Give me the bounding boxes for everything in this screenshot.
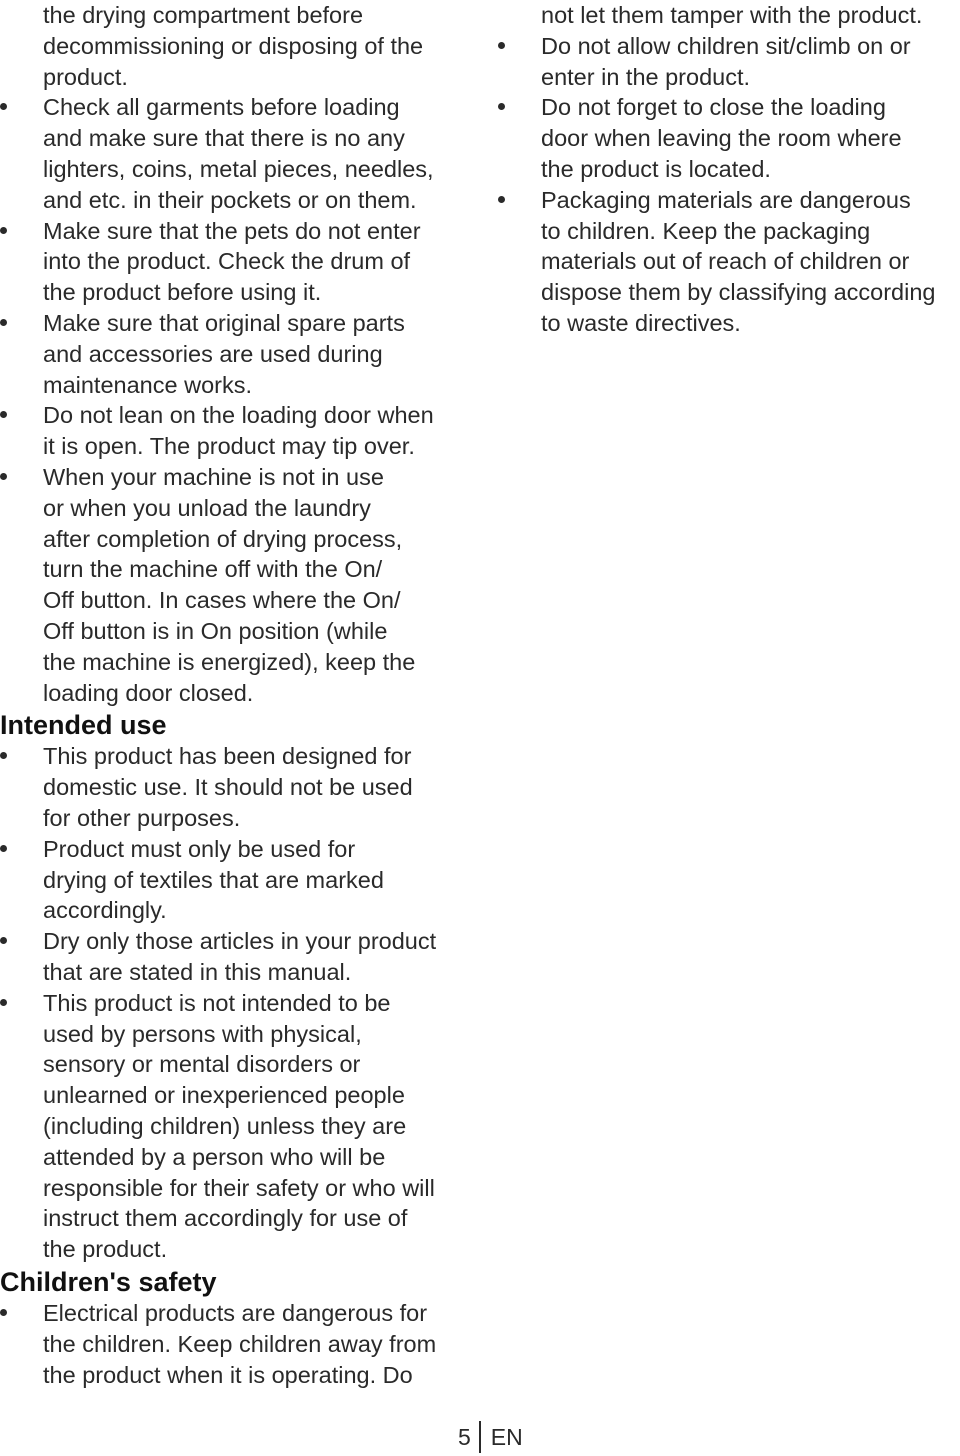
- text-line: Off button is in On position (while: [43, 618, 388, 644]
- bullet-icon: [498, 42, 505, 49]
- text-line: This product is not intended to be: [43, 989, 391, 1016]
- text-line: the product when it is operating. Do: [43, 1361, 413, 1388]
- text-line: drying of textiles that are marked: [43, 866, 384, 893]
- text-line: Packaging materials are dangerous: [541, 186, 911, 213]
- text-line: the children. Keep children away from: [43, 1330, 437, 1357]
- text-line: instruct them accordingly for use of: [43, 1205, 408, 1232]
- text-line: Make sure that the pets do not enter: [43, 217, 421, 244]
- bullet-icon: [498, 196, 505, 203]
- text-line: product.: [43, 63, 128, 90]
- text-line: Off button. In cases where the On/: [43, 587, 401, 614]
- text-line: When your machine is not in use: [43, 464, 384, 490]
- text-line: to children. Keep the packaging: [541, 217, 871, 244]
- bullet-icon: [0, 752, 7, 759]
- text-line: and accessories are used during: [43, 340, 383, 367]
- text-line: Make sure that original spare parts: [43, 310, 405, 336]
- bullet-icon: [0, 473, 7, 480]
- bullet-icon: [0, 319, 7, 326]
- section-heading-intended-use: Intended use: [0, 710, 167, 741]
- text-line: sensory or mental disorders or: [43, 1051, 361, 1078]
- text-line: and etc. in their pockets or on them.: [43, 186, 417, 213]
- text-line: that are stated in this manual.: [43, 959, 352, 985]
- text-line: the product is located.: [541, 156, 771, 182]
- text-line: into the product. Check the drum of: [43, 248, 411, 275]
- bullet-icon: [0, 937, 7, 944]
- text-line: Do not forget to close the loading: [541, 94, 886, 121]
- text-line: the drying compartment before: [43, 2, 364, 28]
- text-line: Do not allow children sit/climb on or: [541, 32, 911, 59]
- bullet-icon: [0, 1309, 7, 1316]
- text-line: attended by a person who will be: [43, 1143, 386, 1170]
- text-line: used by persons with physical,: [43, 1020, 362, 1047]
- text-line: Dry only those articles in your product: [43, 928, 437, 955]
- text-line: lighters, coins, metal pieces, needles,: [43, 156, 434, 182]
- text-line: dispose them by classifying according: [541, 279, 936, 306]
- text-line: and make sure that there is no any: [43, 125, 405, 152]
- text-line: domestic use. It should not be used: [43, 774, 413, 801]
- text-line: the machine is energized), keep the: [43, 648, 416, 675]
- text-line: it is open. The product may tip over.: [43, 433, 415, 460]
- text-line: turn the machine off with the On/: [43, 556, 383, 583]
- text-line: to waste directives.: [541, 310, 741, 336]
- bullet-icon: [0, 103, 7, 110]
- text-line: Do not lean on the loading door when: [43, 402, 434, 429]
- text-line: accordingly.: [43, 897, 167, 924]
- text-line: the product.: [43, 1236, 168, 1263]
- language-code: EN: [490, 1423, 523, 1450]
- text-line: (including children) unless they are: [43, 1113, 407, 1139]
- text-line: Product must only be used for: [43, 835, 356, 862]
- text-line: responsible for their safety or who will: [43, 1174, 435, 1201]
- page-footer: [458, 1421, 523, 1453]
- bullet-icon: [0, 411, 7, 418]
- text-line: maintenance works.: [43, 371, 252, 398]
- bullet-icon: [498, 103, 505, 110]
- bullet-icon: [0, 227, 7, 234]
- section-heading-childrens-safety: Children's safety: [0, 1267, 217, 1297]
- text-line: door when leaving the room where: [541, 125, 902, 152]
- text-line: after completion of drying process,: [43, 525, 403, 552]
- text-line: for other purposes.: [43, 805, 241, 831]
- bullet-icon: [0, 845, 7, 852]
- text-line: Check all garments before loading: [43, 94, 400, 121]
- text-line: decommissioning or disposing of the: [43, 32, 424, 59]
- text-line: Electrical products are dangerous for: [43, 1300, 428, 1326]
- bullet-icon: [0, 999, 7, 1006]
- text-line: materials out of reach of children or: [541, 248, 910, 275]
- text-line: unlearned or inexperienced people: [43, 1082, 405, 1109]
- text-line: or when you unload the laundry: [43, 494, 371, 521]
- page-number: 5: [458, 1423, 471, 1450]
- text-line: loading door closed.: [43, 679, 254, 706]
- text-line: not let them tamper with the product.: [541, 2, 923, 28]
- text-line: This product has been designed for: [43, 743, 412, 770]
- text-line: enter in the product.: [541, 63, 751, 90]
- text-line: the product before using it.: [43, 279, 322, 306]
